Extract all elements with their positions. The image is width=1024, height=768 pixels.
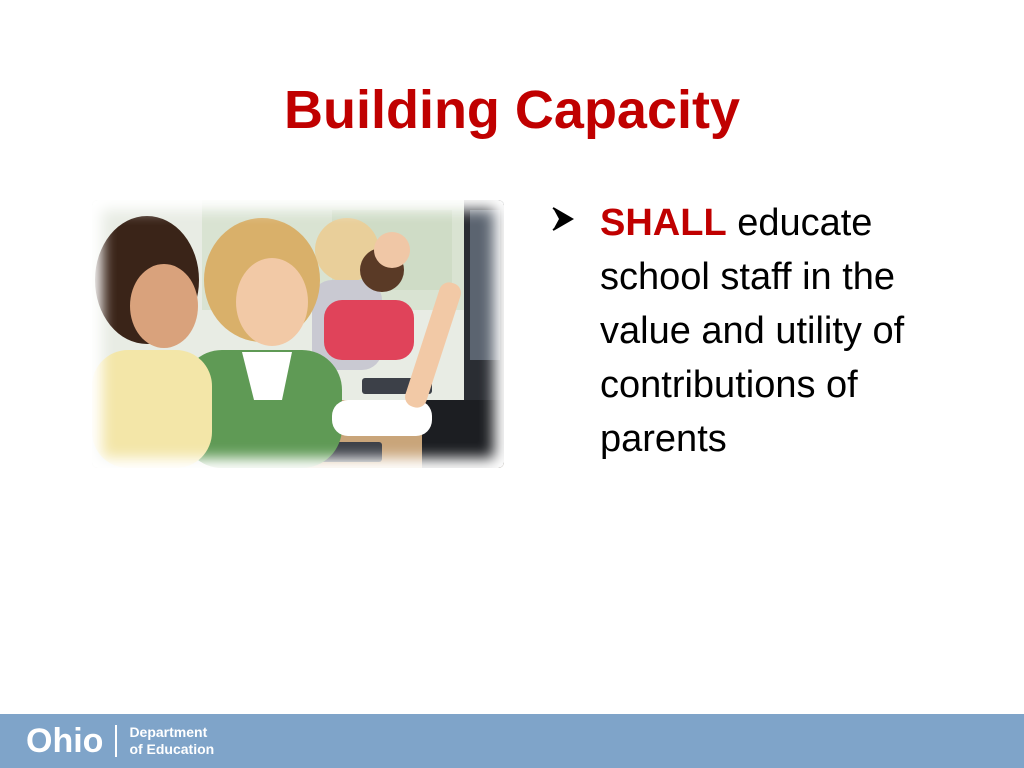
bullet-emphasis: SHALL bbox=[600, 202, 727, 244]
logo-line-1: Department bbox=[129, 724, 208, 740]
logo-word: Ohio bbox=[26, 722, 104, 760]
bullet-item bbox=[550, 196, 990, 466]
logo-subtitle bbox=[129, 724, 214, 758]
classroom-photo bbox=[92, 200, 504, 468]
bullet-text bbox=[600, 196, 970, 466]
bullet-list bbox=[550, 196, 990, 466]
slide-title: Building Capacity bbox=[283, 80, 741, 140]
arrow-bullet-icon bbox=[550, 196, 600, 237]
bullet-body: educate school staff in the value and utility of contributions of parents bbox=[600, 202, 905, 460]
logo-divider bbox=[115, 725, 117, 757]
logo-line-2: of Education bbox=[129, 741, 215, 757]
ohio-education-logo bbox=[26, 720, 214, 762]
footer-bar bbox=[0, 714, 1024, 768]
